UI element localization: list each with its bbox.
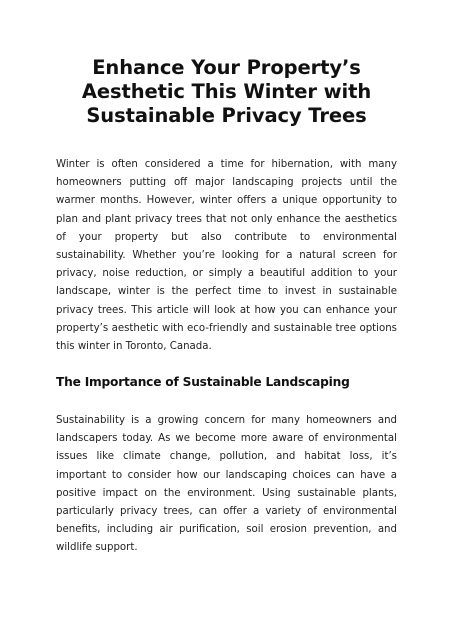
intro-paragraph: Winter is often considered a time for hibernation, with many homeowners putting off major landscaping projects until the warmer months. However, winter offers a unique opportunity to plan and plant privacy trees that not only enhance the aesthetics of your property but also contribute to environmental sustainability. Whether you’re looking for a natural screen for privacy, noise reduction, or simply a beautiful addition to your landscape, winter is the perfect time to invest in sustainable privacy trees. This article will look at how you can enhance your property’s aesthetic with eco-friendly and sustainable tree options this winter in Toronto, Canada. bbox=[56, 159, 397, 353]
section-heading: The Importance of Sustainable Landscaping bbox=[56, 375, 350, 389]
document-title: Enhance Your Property’s Aesthetic This Winter with Sustainable Privacy Trees bbox=[81, 56, 372, 127]
section-paragraph: Sustainability is a growing concern for many homeowners and landscapers today. As we become more aware of environmental issues like climate change, pollution, and habitat loss, it’s important to consider how our landscaping choices can have a positive impact on the environment. Using sustainable plants, particularly privacy trees, can offer a variety of environmental benefits, including air purification, soil erosion prevention, and wildlife support. bbox=[56, 415, 397, 554]
